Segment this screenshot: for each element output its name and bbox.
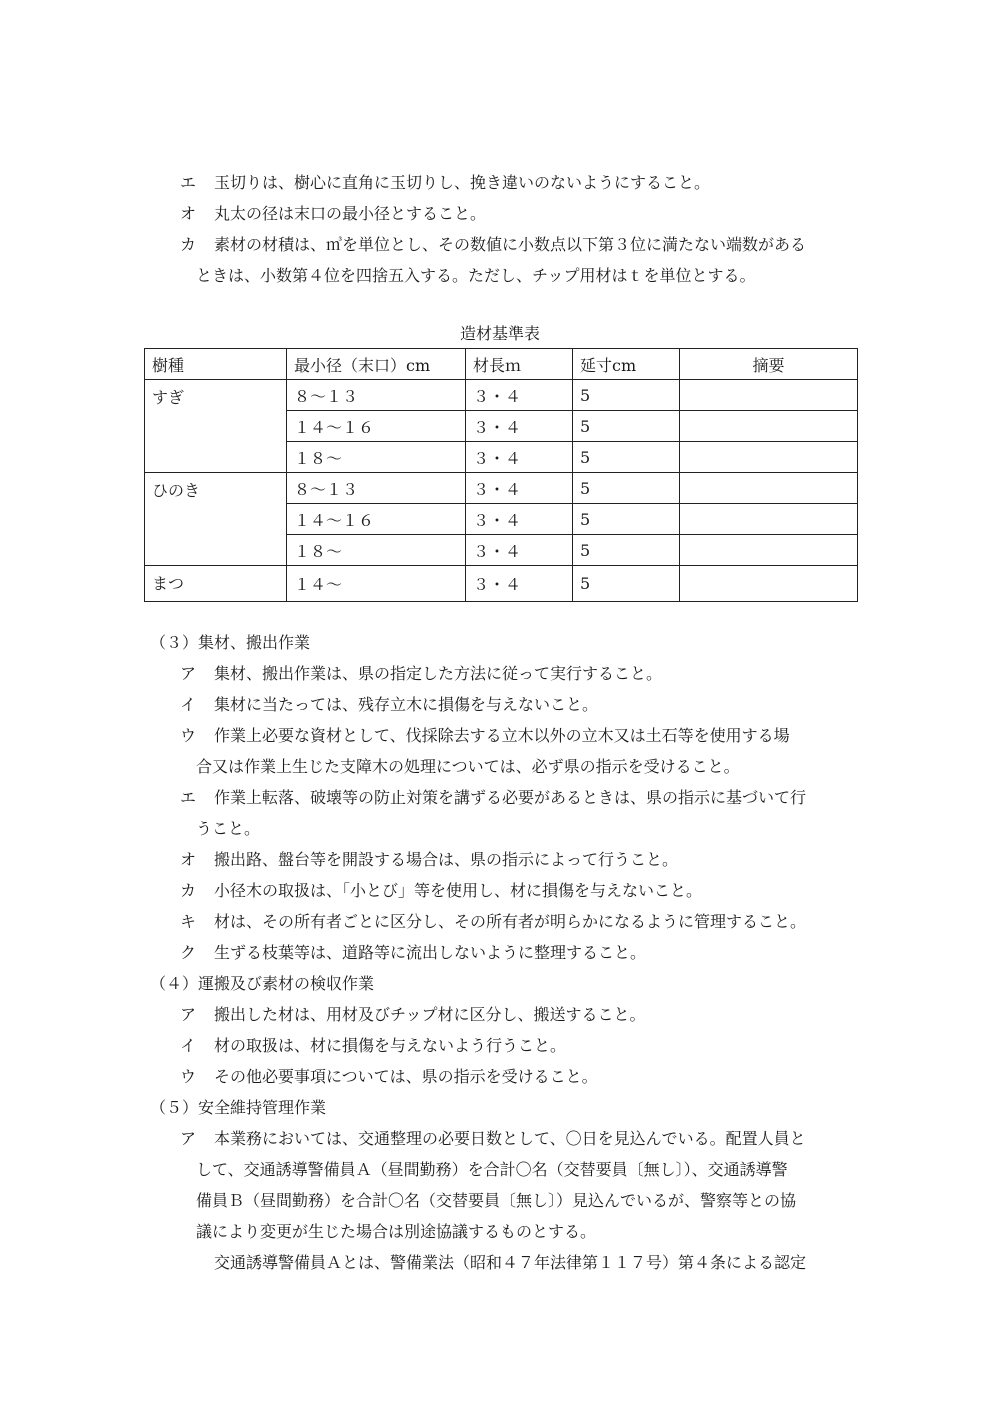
list-item <box>180 1061 870 1092</box>
extension-cell: 5 <box>573 535 680 566</box>
item-mark: ア <box>180 1005 197 1024</box>
item-text: 集材に当たっては、残存立木に損傷を与えないこと。 <box>214 695 599 714</box>
item-mark: キ <box>180 912 197 931</box>
diameter-cell: １４～ <box>287 566 466 602</box>
table-row <box>145 380 858 411</box>
length-cell: ３・４ <box>466 473 573 504</box>
item-text: 作業上必要な資材として、伐採除去する立木以外の立木又は土石等を使用する場 <box>214 726 790 745</box>
extension-cell: 5 <box>573 411 680 442</box>
item-text: 丸太の径は末口の最小径とすること。 <box>214 204 487 223</box>
header-min-diameter: 最小径（末口）cm <box>287 349 466 380</box>
length-cell: ３・４ <box>466 411 573 442</box>
table-row <box>145 473 858 504</box>
header-species: 樹種 <box>145 349 287 380</box>
item-text: 搬出した材は、用材及びチップ材に区分し、搬送すること。 <box>214 1005 646 1024</box>
list-item-continuation: 備員Ｂ（昼間勤務）を合計〇名（交替要員〔無し〕）見込んでいるが、警察等との協 <box>196 1191 797 1210</box>
item-text: 作業上転落、破壊等の防止対策を講ずる必要があるときは、県の指示に基づいて行 <box>214 788 807 807</box>
list-item-continuation: ときは、小数第４位を四捨五入する。ただし、チップ用材はｔを単位とする。 <box>196 266 756 285</box>
item-mark: エ <box>180 788 197 807</box>
list-item <box>180 999 870 1030</box>
item-mark: オ <box>180 850 197 869</box>
item-text: 本業務においては、交通整理の必要日数として、〇日を見込んでいる。配置人員と <box>214 1129 806 1148</box>
list-item-continuation: して、交通誘導警備員Ａ（昼間勤務）を合計〇名（交替要員〔無し〕）、交通誘導警 <box>196 1160 788 1179</box>
remarks-cell <box>680 411 858 442</box>
diameter-cell: １８～ <box>287 442 466 473</box>
note-paragraph: 交通誘導警備員Ａとは、警備業法（昭和４７年法律第１１７号）第４条による認定 <box>214 1253 807 1272</box>
extension-cell: 5 <box>573 442 680 473</box>
item-mark: ア <box>180 1129 197 1148</box>
list-item <box>180 658 870 689</box>
section-heading-5: （５）安全維持管理作業 <box>150 1098 327 1117</box>
list-item-ka <box>180 229 870 260</box>
extension-cell: 5 <box>573 380 680 411</box>
item-text: 玉切りは、樹心に直角に玉切りし、挽き違いのないようにすること。 <box>214 173 711 192</box>
list-item <box>180 782 870 813</box>
item-mark: ウ <box>180 726 197 745</box>
length-cell: ３・４ <box>466 442 573 473</box>
length-cell: ３・４ <box>466 535 573 566</box>
item-mark: エ <box>180 173 197 192</box>
diameter-cell: ８～１３ <box>287 380 466 411</box>
diameter-cell: １４～１６ <box>287 411 466 442</box>
diameter-cell: １４～１６ <box>287 504 466 535</box>
item-text: 集材、搬出作業は、県の指定した方法に従って実行すること。 <box>214 664 663 683</box>
remarks-cell <box>680 473 858 504</box>
item-mark: カ <box>180 881 197 900</box>
item-mark: オ <box>180 204 197 223</box>
list-item-continuation: うこと。 <box>196 819 261 838</box>
list-item <box>180 1123 870 1154</box>
remarks-cell <box>680 535 858 566</box>
item-mark: ア <box>180 664 197 683</box>
item-mark: イ <box>180 695 197 714</box>
item-mark: ク <box>180 943 197 962</box>
list-item <box>180 1030 870 1061</box>
diameter-cell: １８～ <box>287 535 466 566</box>
table-caption: 造材基準表 <box>459 324 540 343</box>
extension-cell: 5 <box>573 473 680 504</box>
length-cell: ３・４ <box>466 380 573 411</box>
list-item <box>180 720 870 751</box>
list-item-e <box>180 167 870 198</box>
item-text: 搬出路、盤台等を開設する場合は、県の指示によって行うこと。 <box>214 850 679 869</box>
item-text: 材は、その所有者ごとに区分し、その所有者が明らかになるように管理すること。 <box>214 912 807 931</box>
item-text: 生ずる枝葉等は、道路等に流出しないように整理すること。 <box>214 943 647 962</box>
extension-cell: 5 <box>573 504 680 535</box>
item-text: 材の取扱は、材に損傷を与えないよう行うこと。 <box>214 1036 567 1055</box>
section-heading-4: （４）運搬及び素材の検収作業 <box>150 974 375 993</box>
length-cell: ３・４ <box>466 566 573 602</box>
header-length: 材長ｍ <box>466 349 573 380</box>
list-item <box>180 875 870 906</box>
header-extension: 延寸cm <box>573 349 680 380</box>
remarks-cell <box>680 504 858 535</box>
extension-cell: 5 <box>573 566 680 602</box>
remarks-cell <box>680 442 858 473</box>
species-cell: ひのき <box>145 473 287 566</box>
item-text: その他必要事項については、県の指示を受けること。 <box>214 1067 598 1086</box>
list-item-o <box>180 198 870 229</box>
lumber-standards-table <box>144 348 858 602</box>
item-mark: ウ <box>180 1067 197 1086</box>
list-item <box>180 906 870 937</box>
list-item <box>180 844 870 875</box>
list-item <box>180 937 870 968</box>
table-row <box>145 566 858 602</box>
list-item-continuation: 議により変更が生じた場合は別途協議するものとする。 <box>196 1222 597 1241</box>
list-item <box>180 689 870 720</box>
list-item-continuation: 合又は作業上生じた支障木の処理については、必ず県の指示を受けること。 <box>196 757 740 776</box>
item-mark: カ <box>180 235 197 254</box>
table-header-row <box>145 349 858 380</box>
section-heading-3: （３）集材、搬出作業 <box>150 633 311 652</box>
remarks-cell <box>680 380 858 411</box>
species-cell: まつ <box>145 566 287 602</box>
length-cell: ３・４ <box>466 504 573 535</box>
diameter-cell: ８～１３ <box>287 473 466 504</box>
item-mark: イ <box>180 1036 197 1055</box>
item-text: 小径木の取扱は、「小とび」等を使用し、材に損傷を与えないこと。 <box>214 881 703 900</box>
header-remarks: 摘要 <box>680 349 858 380</box>
item-text: 素材の材積は、㎥を単位とし、その数値に小数点以下第３位に満たない端数がある <box>214 235 807 254</box>
remarks-cell <box>680 566 858 602</box>
species-cell: すぎ <box>145 380 287 473</box>
